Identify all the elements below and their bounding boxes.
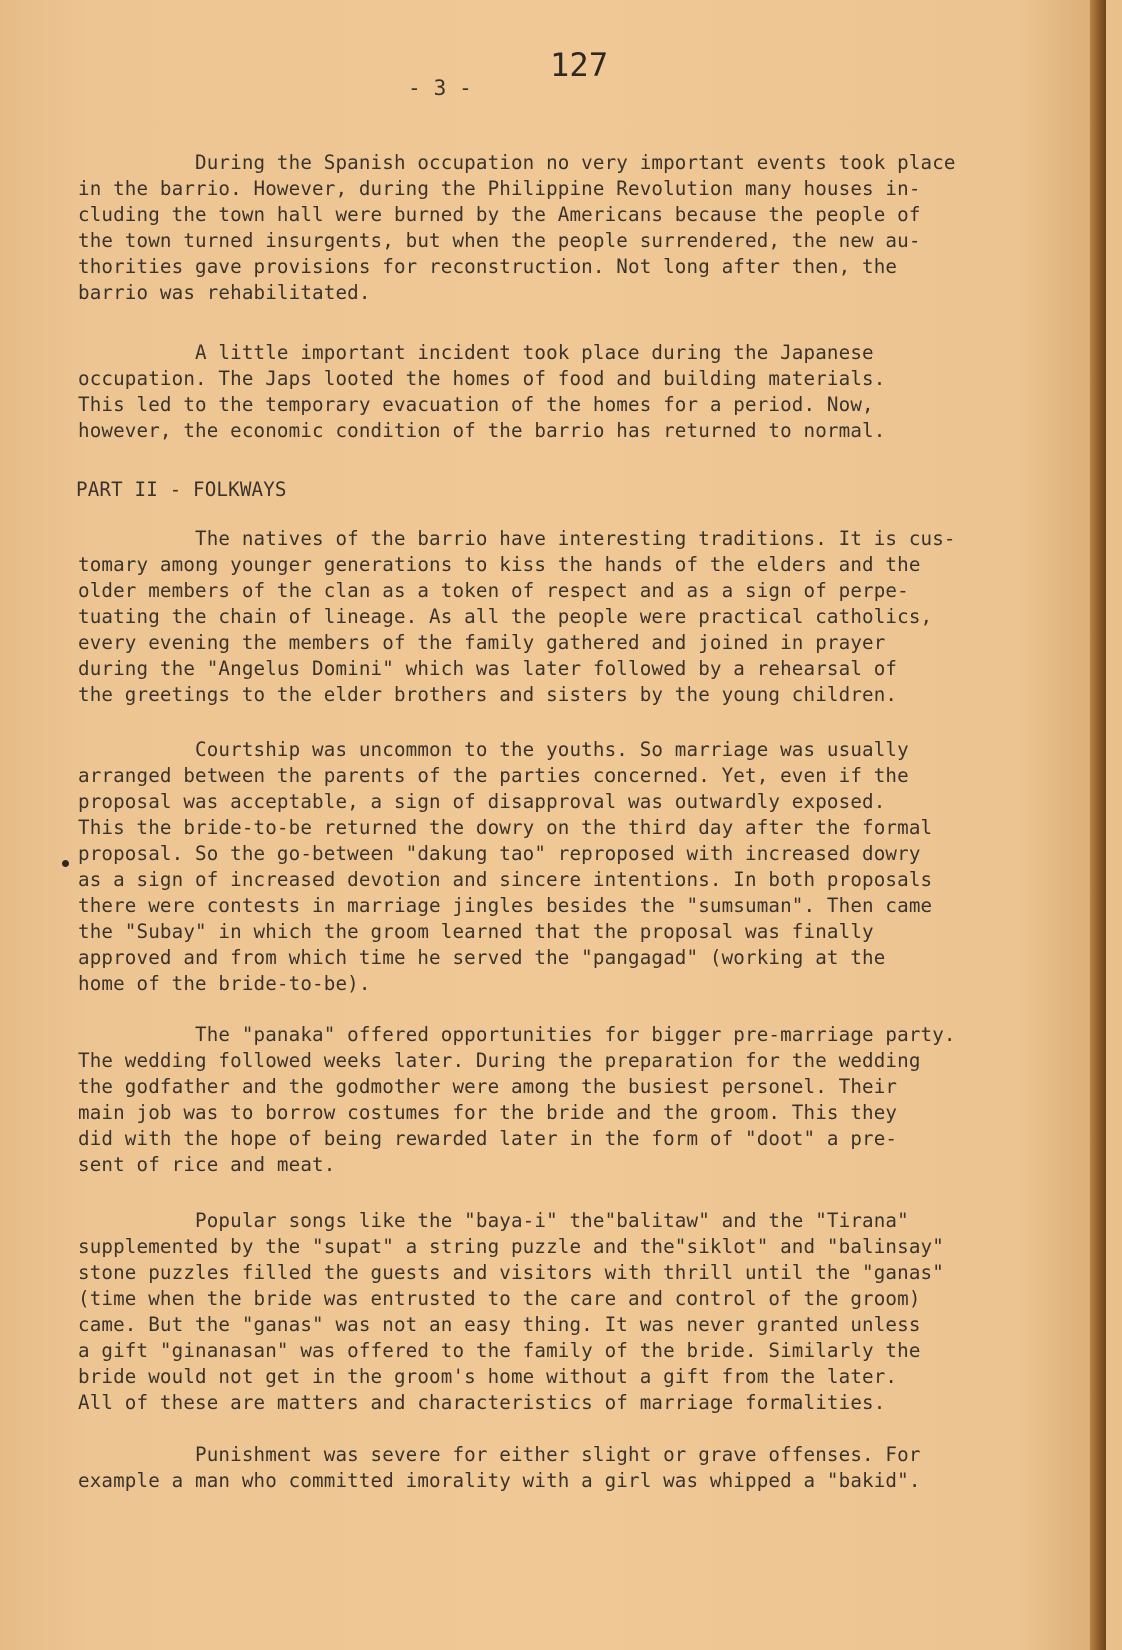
paper-edge [1090, 0, 1106, 1650]
paragraph-panaka [78, 1022, 1018, 1178]
text-line: tomary among younger generations to kiss the hands of the elders and the [78, 553, 921, 576]
text-line: there were contests in marriage jingles besides the "sumsuman". Then came [78, 894, 933, 917]
text-line: bride would not get in the groom's home without a gift from the later. [78, 1365, 898, 1388]
text-line: The natives of the barrio have interesting traditions. It is cus- [78, 527, 956, 550]
text-line: barrio was rehabilitated. [78, 281, 371, 304]
text-line: During the Spanish occupation no very important events took place [78, 151, 956, 174]
text-line: in the barrio. However, during the Philippine Revolution many houses in- [78, 177, 921, 200]
text-line: as a sign of increased devotion and sincere intentions. In both proposals [78, 868, 933, 891]
page-number: 127 [550, 46, 609, 84]
text-line: A little important incident took place during the Japanese [78, 341, 874, 364]
text-line: older members of the clan as a token of respect and as a sign of perpe- [78, 579, 909, 602]
text-line: All of these are matters and characteristics of marriage formalities. [78, 1391, 886, 1414]
text-line: tuating the chain of lineage. As all the people were practical catholics, [78, 605, 933, 628]
paragraph-japanese-occupation [78, 340, 1018, 444]
text-line: the town turned insurgents, but when the people surrendered, the new au- [78, 229, 921, 252]
text-line: sent of rice and meat. [78, 1153, 336, 1176]
text-line: proposal was acceptable, a sign of disapproval was outwardly exposed. [78, 790, 886, 813]
section-heading: PART II - FOLKWAYS [76, 478, 287, 501]
text-line: (time when the bride was entrusted to the care and control of the groom) [78, 1287, 921, 1310]
text-line: came. But the "ganas" was not an easy thing. It was never granted unless [78, 1313, 921, 1336]
text-line: arranged between the parents of the parties concerned. Yet, even if the [78, 764, 909, 787]
text-line: a gift "ginanasan" was offered to the family of the bride. Similarly the [78, 1339, 921, 1362]
text-line: the greetings to the elder brothers and sisters by the young children. [78, 683, 898, 706]
text-line: stone puzzles filled the guests and visitors with thrill until the "ganas" [78, 1261, 944, 1284]
text-line: home of the bride-to-be). [78, 972, 371, 995]
paragraph-traditions [78, 526, 1018, 708]
text-line: The wedding followed weeks later. During the preparation for the wedding [78, 1049, 921, 1072]
paragraph-popular-songs [78, 1208, 1018, 1416]
text-line: cluding the town hall were burned by the Americans because the people of [78, 203, 921, 226]
text-line: the "Subay" in which the groom learned that the proposal was finally [78, 920, 874, 943]
paragraph-punishment [78, 1442, 1018, 1494]
text-line: occupation. The Japs looted the homes of food and building materials. [78, 367, 886, 390]
text-line: approved and from which time he served the "pangagad" (working at the [78, 946, 886, 969]
text-line: Punishment was severe for either slight or grave offenses. For [78, 1443, 921, 1466]
text-line: during the "Angelus Domini" which was later followed by a rehearsal of [78, 657, 898, 680]
text-line: however, the economic condition of the barrio has returned to normal. [78, 419, 886, 442]
paragraph-courtship [78, 737, 1018, 997]
text-line: the godfather and the godmother were among the busiest personel. Their [78, 1075, 898, 1098]
text-line: example a man who committed imorality with a girl was whipped a "bakid". [78, 1469, 921, 1492]
stray-mark-dot [62, 860, 69, 867]
text-line: Popular songs like the "baya-i" the"balitaw" and the "Tirana" [78, 1209, 909, 1232]
text-line: main job was to borrow costumes for the bride and the groom. This they [78, 1101, 898, 1124]
text-line: proposal. So the go-between "dakung tao" reproposed with increased dowry [78, 842, 921, 865]
text-line: Courtship was uncommon to the youths. So marriage was usually [78, 738, 909, 761]
page-sub-number: - 3 - [408, 76, 472, 100]
text-line: The "panaka" offered opportunities for bigger pre-marriage party. [78, 1023, 956, 1046]
text-line: every evening the members of the family gathered and joined in prayer [78, 631, 886, 654]
text-line: thorities gave provisions for reconstruction. Not long after then, the [78, 255, 898, 278]
paragraph-spanish-occupation [78, 150, 1018, 306]
text-line: supplemented by the "supat" a string puzzle and the"siklot" and "balinsay" [78, 1235, 944, 1258]
text-line: did with the hope of being rewarded later in the form of "doot" a pre- [78, 1127, 898, 1150]
text-line: This led to the temporary evacuation of the homes for a period. Now, [78, 393, 874, 416]
text-line: This the bride-to-be returned the dowry on the third day after the formal [78, 816, 933, 839]
